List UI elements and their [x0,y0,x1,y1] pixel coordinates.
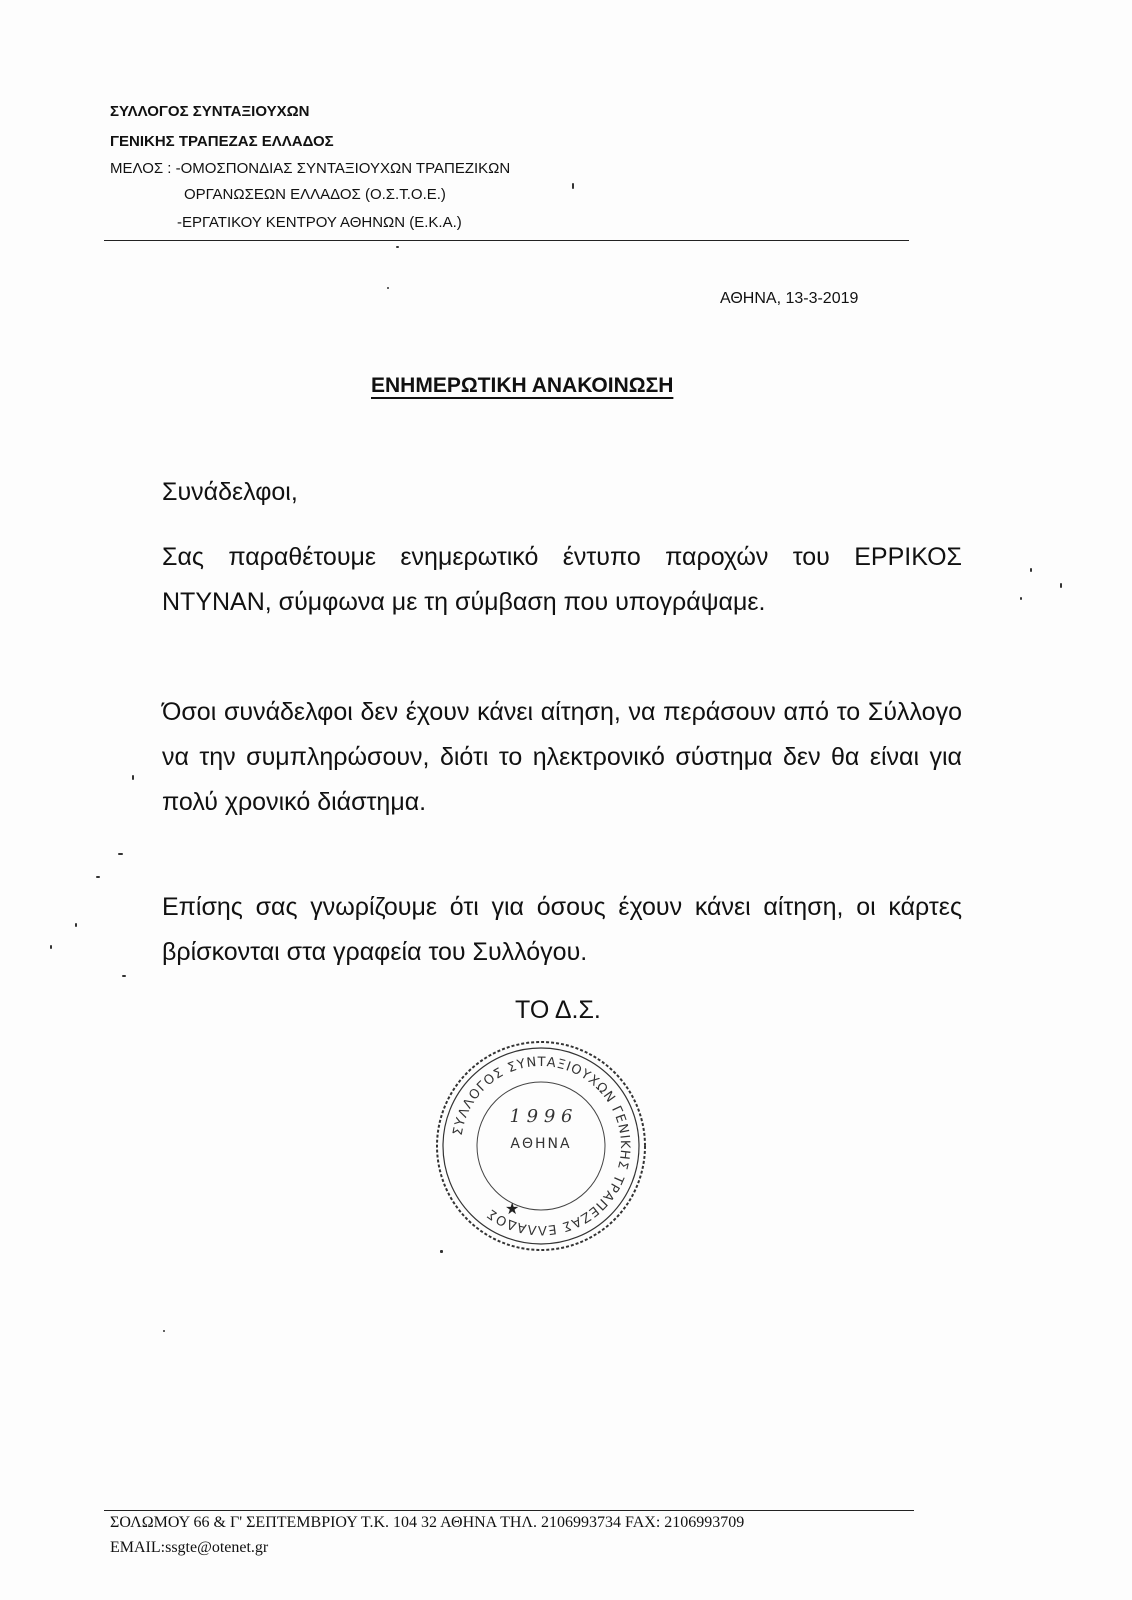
stamp-star-icon: ★ [505,1199,520,1218]
scan-speck [1030,568,1032,572]
header-divider [104,240,909,241]
member-line3: -ΕΡΓΑΤΙΚΟΥ ΚΕΝΤΡΟΥ ΑΘΗΝΩΝ (Ε.Κ.Α.) [177,214,462,231]
stamp-city: ΑΘΗΝΑ [510,1136,572,1152]
signature: ΤΟ Δ.Σ. [515,996,601,1024]
association-stamp [431,1036,651,1256]
scan-speck [96,876,100,878]
scan-speck [118,853,123,855]
scan-speck [1060,583,1062,588]
salutation: Συνάδελφοι, [162,478,298,506]
org-name-line2: ΓΕΝΙΚΗΣ ΤΡΑΠΕΖΑΣ ΕΛΛΑΔΟΣ [110,133,334,150]
scan-speck [1020,597,1022,600]
stamp-year: 1 9 9 6 [509,1106,573,1127]
document-title: ΕΝΗΜΕΡΩΤΙΚΗ ΑΝΑΚΟΙΝΩΣΗ [371,374,674,397]
footer-divider [104,1510,914,1511]
scan-speck [75,923,77,927]
footer-address: ΣΟΛΩΜΟΥ 66 & Γ' ΣΕΠΤΕΜΒΡΙΟΥ Τ.Κ. 104 32 ΑΘΗΝΑ ΤΗΛ. 2106993734 FAX: 2106993709 [110,1514,745,1531]
footer-email: EMAIL:ssgte@otenet.gr [110,1539,269,1556]
paragraph-1: Σας παραθέτουμε ενημερωτικό έντυπο παροχών του ΕΡΡΙΚΟΣ ΝΤΥΝΑΝ, σύμφωνα με τη σύμβαση που υπογράψαμε. [162,543,962,616]
scan-speck [440,1250,443,1253]
scan-speck [163,1330,165,1332]
member-line1: ΜΕΛΟΣ : -ΟΜΟΣΠΟΝΔΙΑΣ ΣΥΝΤΑΞΙΟΥΧΩΝ ΤΡΑΠΕΖΙΚΩΝ [110,160,511,177]
scan-speck [50,945,52,949]
member-line2: ΟΡΓΑΝΩΣΕΩΝ ΕΛΛΑΔΟΣ (Ο.Σ.Τ.Ο.Ε.) [184,186,446,203]
org-name-line1: ΣΥΛΛΟΓΟΣ ΣΥΝΤΑΞΙΟΥΧΩΝ [110,103,310,120]
stamp-ring-text: ΣΥΛΛΟΓΟΣ ΣΥΝΤΑΞΙΟΥΧΩΝ ΓΕΝΙΚΗΣ ΤΡΑΠΕΖΑΣ ΕΛΛΑΔΟΣ [450,1054,633,1238]
scan-speck [387,287,389,289]
scan-speck [132,775,134,780]
scan-speck [396,246,399,248]
scan-speck [122,975,126,977]
scan-speck [572,183,574,189]
document-date: ΑΘΗΝΑ, 13-3-2019 [720,290,859,307]
paragraph-3: Επίσης σας γνωρίζουμε ότι για όσους έχουν κάνει αίτηση, οι κάρτες βρίσκονται στα γραφεία του Συλλόγου. [162,893,962,966]
paragraph-2: Όσοι συνάδελφοι δεν έχουν κάνει αίτηση, να περάσουν από το Σύλλογο να την συμπληρώσουν, διότι το ηλεκτρονικό σύστημα δεν θα είναι για πολύ χρονικό διάστημα. [162,698,962,816]
